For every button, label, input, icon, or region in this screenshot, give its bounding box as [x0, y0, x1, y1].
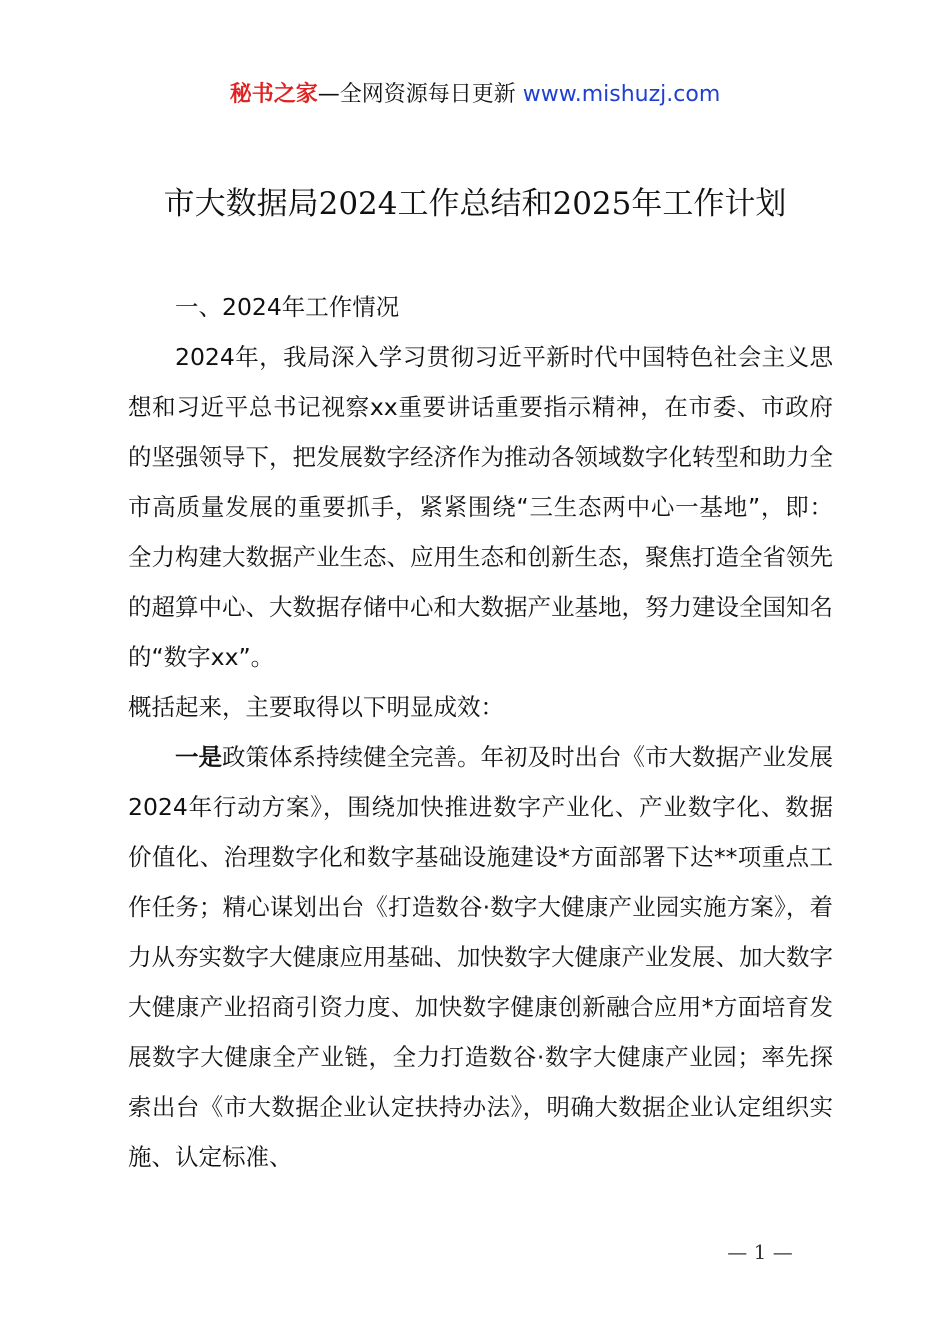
document-title: 市大数据局2024工作总结和2025年工作计划 — [163, 186, 787, 222]
section-heading: 一、2024年工作情况 — [175, 293, 400, 321]
site-url-link[interactable]: www.mishuzj.com — [522, 82, 721, 107]
brand-name: 秘书之家 — [229, 82, 318, 107]
document-body — [128, 282, 833, 1182]
page-number: — 1 — — [727, 1240, 793, 1264]
paragraph-policy — [128, 732, 833, 1182]
site-header — [0, 80, 950, 110]
paragraph-lead: 一是 — [175, 743, 222, 771]
header-tagline: —全网资源每日更新 — [317, 82, 516, 107]
paragraph-policy-text: 政策体系持续健全完善。年初及时出台《市大数据产业发展2024年行动方案》，围绕加快推进数字产业化、产业数字化、数据价值化、治理数字化和数字基础设施建设*方面部署下达**项重点工作任务；精心谋划出台《打造数谷·数字大健康产业园实施方案》，着力从夯实数字大健康应用基础、加快数字大健康产业发展、加大数字大健康产业招商引资力度、加快数字健康创新融合应用*方面培育发展数字大健康全产业链，全力打造数谷·数字大健康产业园；率先探索出台《市大数据企业认定扶持办法》，明确大数据企业认定组织实施、认定标准、 — [128, 743, 833, 1171]
paragraph-overview: 2024年，我局深入学习贯彻习近平新时代中国特色社会主义思想和习近平总书记视察xx重要讲话重要指示精神，在市委、市政府的坚强领导下，把发展数字经济作为推动各领域数字化转型和助力全市高质量发展的重要抓手，紧紧围绕“三生态两中心一基地”，即：全力构建大数据产业生态、应用生态和创新生态，聚焦打造全省领先的超算中心、大数据存储中心和大数据产业基地，努力建设全国知名的“数字xx”。 — [128, 343, 833, 671]
paragraph-summary: 概括起来，主要取得以下明显成效： — [128, 693, 504, 721]
